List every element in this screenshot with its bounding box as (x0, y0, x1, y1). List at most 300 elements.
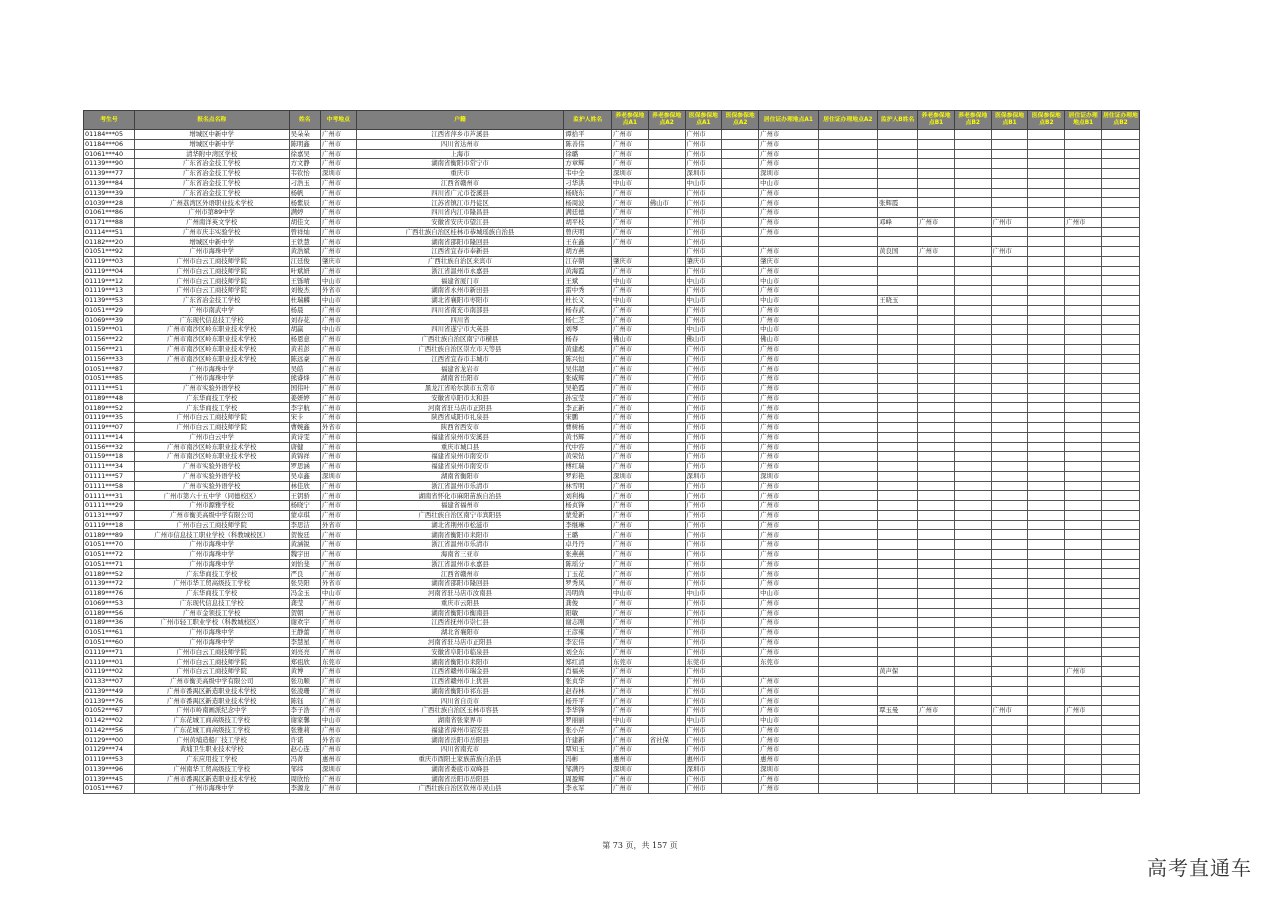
table-row (84, 364, 1140, 374)
table-cell (991, 628, 1028, 638)
table-cell (954, 559, 991, 569)
table-cell: 广州市 (320, 149, 356, 159)
table-cell (1065, 588, 1102, 598)
table-cell: 广州市 (685, 510, 722, 520)
table-cell (918, 520, 955, 530)
table-cell (991, 383, 1028, 393)
table-cell (918, 374, 955, 384)
table-cell: 广州市实验外语学校 (134, 471, 289, 481)
table-cell: 广州市海珠中学 (134, 549, 289, 559)
table-row (84, 159, 1140, 169)
table-cell (954, 540, 991, 550)
table-cell (991, 237, 1028, 247)
table-cell (648, 305, 685, 315)
table-cell: 广州市白云工商技师学院 (134, 413, 289, 423)
table-cell (1028, 422, 1065, 432)
table-cell: 王斌 (564, 276, 612, 286)
table-row (84, 442, 1140, 452)
table-cell (648, 481, 685, 491)
table-cell: 浙江省温州市永嘉县 (356, 266, 564, 276)
table-cell (954, 276, 991, 286)
table-cell (648, 784, 685, 794)
table-cell: 广州市 (685, 452, 722, 462)
table-cell: 刘利梅 (564, 491, 612, 501)
table-cell: 广州黄埔造船厂技工学校 (134, 735, 289, 745)
table-cell: 杨晓东 (564, 188, 612, 198)
table-cell (1102, 471, 1140, 481)
table-cell (648, 422, 685, 432)
table-cell: 广州市 (759, 159, 819, 169)
table-cell (818, 706, 878, 716)
table-cell (648, 510, 685, 520)
table-cell: 杨恩意 (289, 335, 320, 345)
table-cell: 广州市 (685, 608, 722, 618)
table-cell (878, 130, 918, 140)
table-cell (648, 676, 685, 686)
table-cell (648, 598, 685, 608)
table-cell (1028, 520, 1065, 530)
table-cell: 曾庆明 (564, 227, 612, 237)
table-cell (818, 755, 878, 765)
table-cell: 广州市 (685, 549, 722, 559)
table-cell (722, 696, 759, 706)
table-cell (1102, 549, 1140, 559)
table-cell: 广州市南沙区岭东职业技术学校 (134, 354, 289, 364)
table-cell: 广州市 (611, 676, 648, 686)
table-cell: 湖南省岳阳市 (356, 374, 564, 384)
table-cell: 增城区中新中学 (134, 139, 289, 149)
table-cell: 广州市 (611, 598, 648, 608)
table-cell: 宋鹏 (564, 413, 612, 423)
table-cell: 广州市海珠中学 (134, 637, 289, 647)
table-cell: 广州市 (759, 676, 819, 686)
table-cell: 杨仁芝 (564, 315, 612, 325)
table-cell (818, 296, 878, 306)
table-body (84, 130, 1140, 794)
table-cell: 01051***72 (84, 549, 135, 559)
table-cell: 杨春武 (564, 305, 612, 315)
table-cell (818, 686, 878, 696)
table-cell (1102, 266, 1140, 276)
table-cell (918, 588, 955, 598)
table-cell (648, 149, 685, 159)
table-cell: 01061***40 (84, 149, 135, 159)
table-cell (918, 325, 955, 335)
table-cell: 01142***56 (84, 725, 135, 735)
table-cell: 福建省泉州市南安市 (356, 462, 564, 472)
table-cell (991, 647, 1028, 657)
table-cell: 广州市 (611, 559, 648, 569)
table-cell (918, 462, 955, 472)
table-cell (722, 198, 759, 208)
table-cell: 广州市 (320, 208, 356, 218)
table-cell (954, 628, 991, 638)
table-row (84, 608, 1140, 618)
table-cell: 广州市南武中学 (134, 305, 289, 315)
table-cell: 胡平枝 (564, 217, 612, 227)
table-cell: 广州市第89中学 (134, 208, 289, 218)
table-cell: 广州市 (320, 413, 356, 423)
table-cell (1028, 286, 1065, 296)
table-cell: 广州市 (685, 422, 722, 432)
table-cell: 张威辉 (564, 374, 612, 384)
table-cell (918, 686, 955, 696)
table-cell: 广州市 (991, 247, 1028, 257)
table-cell: 广州市 (611, 364, 648, 374)
table-cell (1102, 178, 1140, 188)
table-cell (1065, 422, 1102, 432)
table-cell: 广州市 (611, 198, 648, 208)
table-cell: 张凌珊 (289, 686, 320, 696)
table-cell: 广州市 (759, 598, 819, 608)
table-row (84, 139, 1140, 149)
table-cell: 江西省宜春市丰城市 (356, 354, 564, 364)
table-cell (878, 159, 918, 169)
table-cell: 广州市 (611, 286, 648, 296)
table-cell: 四川省南充市南部县 (356, 305, 564, 315)
table-cell: 广州市 (685, 520, 722, 530)
table-cell (954, 686, 991, 696)
table-cell (722, 725, 759, 735)
table-cell: 广州市 (685, 188, 722, 198)
column-header: 居住证办理地点B2 (1102, 111, 1140, 130)
table-cell (722, 608, 759, 618)
table-cell (954, 774, 991, 784)
table-cell: 福建省漳州市诏安县 (356, 725, 564, 735)
table-cell (1028, 501, 1065, 511)
table-cell: 01189***36 (84, 618, 135, 628)
table-cell (818, 735, 878, 745)
table-cell (648, 403, 685, 413)
table-cell: 广州市 (611, 735, 648, 745)
table-cell (878, 383, 918, 393)
table-cell (991, 208, 1028, 218)
table-cell: 广州市华工贸高级技工学校 (134, 579, 289, 589)
table-row (84, 315, 1140, 325)
table-cell: 重庆市云阳县 (356, 598, 564, 608)
table-cell: 广州市 (759, 422, 819, 432)
table-cell (648, 745, 685, 755)
table-cell: 中山市 (611, 178, 648, 188)
table-cell (991, 432, 1028, 442)
table-cell: 广州市 (611, 520, 648, 530)
table-cell: 广州市 (759, 266, 819, 276)
table-cell: 广州市 (685, 149, 722, 159)
table-cell (818, 471, 878, 481)
table-cell (918, 598, 955, 608)
table-cell: 广州市 (611, 442, 648, 452)
table-cell: 安徽省阜阳市太和县 (356, 393, 564, 403)
table-cell (918, 237, 955, 247)
table-cell (991, 549, 1028, 559)
table-cell (878, 764, 918, 774)
table-cell: 广州市 (320, 335, 356, 345)
column-header: 养老参保地点B2 (954, 111, 991, 130)
table-cell: 冯金玉 (289, 588, 320, 598)
column-header: 监护人姓名 (564, 111, 612, 130)
table-cell: 黄博 (289, 667, 320, 677)
table-cell (818, 227, 878, 237)
table-cell: 王铁慧 (289, 237, 320, 247)
table-cell: 01111***58 (84, 481, 135, 491)
table-cell: 广州市衡美高级中学有限公司 (134, 510, 289, 520)
table-cell: 01139***96 (84, 764, 135, 774)
table-cell: 深圳市 (611, 764, 648, 774)
table-cell: 广州市 (685, 569, 722, 579)
table-row (84, 296, 1140, 306)
table-cell: 广州市第六十五中学（同德校区） (134, 491, 289, 501)
table-cell: 惠州市 (685, 755, 722, 765)
table-cell (991, 725, 1028, 735)
table-cell (648, 452, 685, 462)
table-cell (878, 735, 918, 745)
table-cell: 广州市 (611, 579, 648, 589)
table-cell (1102, 520, 1140, 530)
table-cell (1065, 188, 1102, 198)
table-cell (648, 247, 685, 257)
table-cell: 广州市 (320, 481, 356, 491)
table-row (84, 598, 1140, 608)
table-cell: 湖南省衡阳市耒阳市 (356, 530, 564, 540)
watermark-logo: 高考直通车 (1147, 856, 1252, 880)
table-cell: 中山市 (685, 296, 722, 306)
table-cell: 广州市 (685, 667, 722, 677)
table-row (84, 344, 1140, 354)
table-cell: 广州南洋英文学校 (134, 217, 289, 227)
table-row (84, 266, 1140, 276)
table-cell (722, 403, 759, 413)
table-cell (918, 452, 955, 462)
table-cell (1065, 608, 1102, 618)
table-cell: 广州市 (685, 159, 722, 169)
table-cell: 严良 (289, 569, 320, 579)
table-cell: 01189***76 (84, 588, 135, 598)
table-cell (878, 393, 918, 403)
table-cell (1028, 247, 1065, 257)
table-cell (1102, 559, 1140, 569)
table-cell (818, 335, 878, 345)
table-cell: 韦钦怡 (289, 169, 320, 179)
table-cell (991, 374, 1028, 384)
table-cell: 外省市 (320, 286, 356, 296)
table-cell (1028, 442, 1065, 452)
table-cell: 广州市 (759, 227, 819, 237)
table-cell (722, 706, 759, 716)
table-cell: 李正新 (564, 403, 612, 413)
table-cell: 广州市 (320, 374, 356, 384)
table-cell (722, 383, 759, 393)
column-header: 居住证办理地点B1 (1065, 111, 1102, 130)
table-cell: 外省市 (320, 579, 356, 589)
table-cell (878, 618, 918, 628)
table-cell (991, 471, 1028, 481)
table-cell: 01111***31 (84, 491, 135, 501)
table-cell: 广州市 (759, 628, 819, 638)
table-cell (991, 266, 1028, 276)
table-cell (1102, 774, 1140, 784)
table-cell (1102, 383, 1140, 393)
table-cell: 中山市 (320, 715, 356, 725)
table-cell: 01119***01 (84, 657, 135, 667)
table-cell (954, 657, 991, 667)
column-header: 监护人B姓名 (878, 111, 918, 130)
table-cell: 江西省宜春市奉新县 (356, 247, 564, 257)
table-cell (1102, 256, 1140, 266)
table-cell: 广州市 (611, 149, 648, 159)
table-cell (722, 549, 759, 559)
table-cell (1065, 169, 1102, 179)
table-cell (1102, 569, 1140, 579)
column-header: 医保参保地点A1 (685, 111, 722, 130)
table-cell: 广州市 (320, 178, 356, 188)
table-cell: 01129***74 (84, 745, 135, 755)
table-cell: 广州市白云工商技师学院 (134, 667, 289, 677)
table-cell (722, 657, 759, 667)
table-cell (918, 676, 955, 686)
table-cell: 福建省泉州市南安市 (356, 452, 564, 462)
table-cell: 01111***14 (84, 432, 135, 442)
table-cell: 广州市 (320, 403, 356, 413)
table-row (84, 452, 1140, 462)
table-cell (1028, 667, 1065, 677)
table-cell (1102, 462, 1140, 472)
table-cell (991, 579, 1028, 589)
table-cell: 龚莹 (289, 598, 320, 608)
table-cell: 深圳市 (685, 169, 722, 179)
table-cell: 01119***02 (84, 667, 135, 677)
table-cell: 湖南省岳阳市岳阳县 (356, 735, 564, 745)
table-cell (878, 745, 918, 755)
table-cell (818, 422, 878, 432)
table-cell: 广州市 (320, 383, 356, 393)
table-cell (648, 755, 685, 765)
table-cell: 广州市 (759, 618, 819, 628)
table-cell (1065, 413, 1102, 423)
table-cell: 01189***52 (84, 569, 135, 579)
table-cell (1028, 608, 1065, 618)
table-cell: 广州市 (685, 442, 722, 452)
table-cell: 广州市 (611, 227, 648, 237)
table-cell (991, 393, 1028, 403)
table-cell: 曹婉鑫 (289, 422, 320, 432)
table-cell (722, 188, 759, 198)
table-cell: 广州市 (759, 432, 819, 442)
table-cell: 省社保 (648, 735, 685, 745)
table-cell: 广州市 (685, 315, 722, 325)
table-cell: 广州市 (320, 159, 356, 169)
table-cell: 福建省龙岩市 (356, 364, 564, 374)
table-cell: 深圳市 (685, 764, 722, 774)
table-cell (878, 657, 918, 667)
table-cell: 李永军 (564, 784, 612, 794)
table-cell (1028, 130, 1065, 140)
column-header: 户籍 (356, 111, 564, 130)
table-cell (818, 549, 878, 559)
table-cell (1102, 159, 1140, 169)
table-cell (722, 149, 759, 159)
table-row (84, 540, 1140, 550)
table-cell (722, 237, 759, 247)
table-cell (991, 188, 1028, 198)
table-cell (1028, 784, 1065, 794)
table-cell (818, 217, 878, 227)
table-cell (722, 667, 759, 677)
table-cell: 广州市 (685, 481, 722, 491)
table-cell (918, 745, 955, 755)
table-cell (722, 784, 759, 794)
table-cell: 广州市 (320, 559, 356, 569)
table-cell (878, 491, 918, 501)
table-cell: 湖南省邵阳市隆回县 (356, 237, 564, 247)
table-cell: 广州市 (685, 208, 722, 218)
table-cell: 广州市 (611, 315, 648, 325)
table-cell (918, 130, 955, 140)
table-cell (818, 276, 878, 286)
table-cell: 广州市岭南画派纪念中学 (134, 706, 289, 716)
table-cell: 广州市 (685, 696, 722, 706)
table-cell (954, 501, 991, 511)
table-cell (918, 637, 955, 647)
table-row (84, 422, 1140, 432)
table-cell (1065, 296, 1102, 306)
table-cell (1102, 745, 1140, 755)
table-cell (918, 530, 955, 540)
table-cell: 广州市 (685, 462, 722, 472)
table-cell (1065, 481, 1102, 491)
table-cell (1065, 784, 1102, 794)
table-cell (722, 130, 759, 140)
table-cell: 江西省抚州市崇仁县 (356, 618, 564, 628)
table-cell (1102, 393, 1140, 403)
table-cell (1028, 579, 1065, 589)
table-cell: 中山市 (685, 325, 722, 335)
table-cell (1102, 725, 1140, 735)
table-cell (878, 413, 918, 423)
table-cell: 福建省泉州市安溪县 (356, 432, 564, 442)
table-cell (991, 540, 1028, 550)
table-cell: 广州市番禺区新造职业技术学校 (134, 774, 289, 784)
table-cell (1028, 217, 1065, 227)
table-cell (722, 296, 759, 306)
table-cell: 四川省遂宁市大英县 (356, 325, 564, 335)
table-cell: 广东省冶金技工学校 (134, 169, 289, 179)
table-cell: 外省市 (320, 735, 356, 745)
table-cell (818, 657, 878, 667)
table-cell: 广州市 (320, 393, 356, 403)
table-cell (1102, 598, 1140, 608)
table-row (84, 774, 1140, 784)
table-cell: 张雅莉 (289, 725, 320, 735)
table-cell (954, 188, 991, 198)
table-cell (648, 462, 685, 472)
table-cell (818, 520, 878, 530)
table-cell: 冯菁 (289, 755, 320, 765)
table-cell (722, 208, 759, 218)
table-cell (954, 530, 991, 540)
table-row (84, 686, 1140, 696)
table-cell: 陈瑶分 (564, 559, 612, 569)
table-cell (954, 296, 991, 306)
table-cell: 杨紫辰 (289, 198, 320, 208)
table-cell (1028, 256, 1065, 266)
table-cell: 福建省厦门市 (356, 276, 564, 286)
table-cell (1102, 325, 1140, 335)
table-cell: 河南省驻马店市正阳县 (356, 403, 564, 413)
table-cell: 广西壮族自治区钦州市灵山县 (356, 784, 564, 794)
table-cell: 中山市 (685, 588, 722, 598)
table-row (84, 432, 1140, 442)
table-cell (818, 676, 878, 686)
